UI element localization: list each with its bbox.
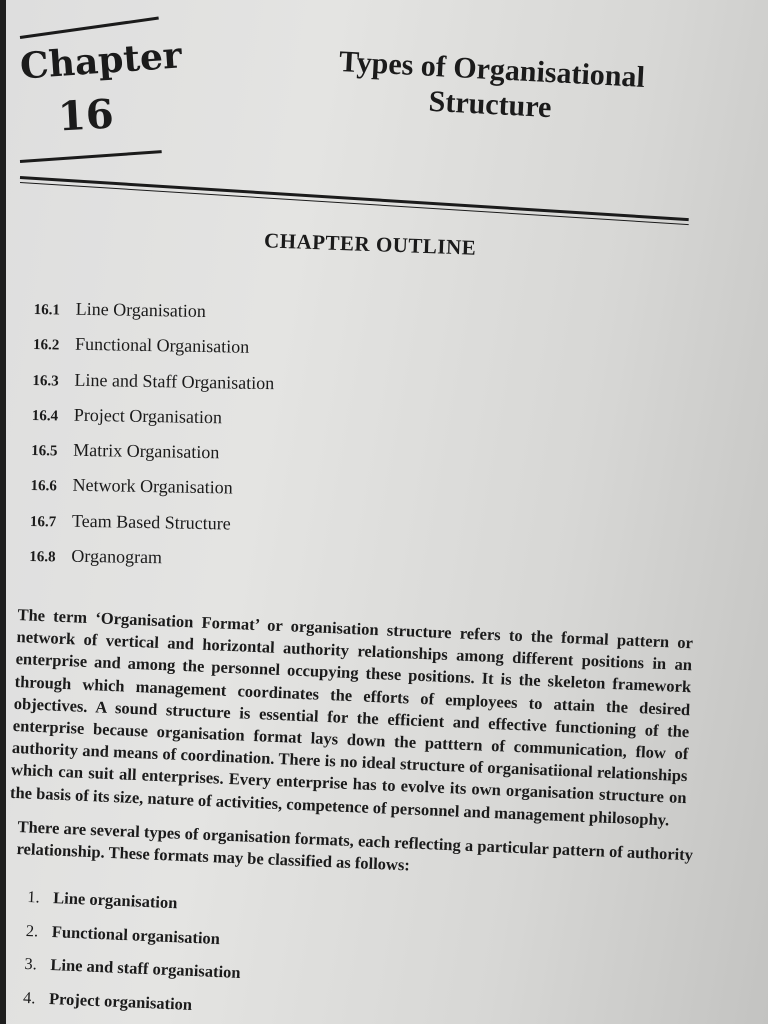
- chapter-rule-bottom: [20, 150, 162, 163]
- header-rule-2: [20, 182, 689, 225]
- chapter-title-line-2: Structure: [427, 85, 553, 125]
- outline-item: [33, 327, 275, 367]
- format-item-number: 2.: [25, 920, 39, 940]
- chapter-title-line-1: Types of Organisational: [338, 45, 646, 95]
- intro-paragraph: The term ‘Organisation Format’ or organisation structure refers to the formal pattern or network of vertical and horizontal authority relationships among different positions in an enterprise and among the personnel occupying these positions. It is the skeleton framework through which management coordinates the efforts of employees to attain the desired objectives. A sound structure is essential for the efficient and effective functioning of the enterprise because organisation format lays down the patttern of communication, flow of authority and means of coordination. There is no ideal structure of organisatiional relationships which can suit all enterprises. Every enterprise has to evolve its own organisation structure on the basis of its size, nature of activities, competence of personnel and management philosophy.: [9, 604, 694, 830]
- outline-item: [33, 292, 275, 332]
- outline-item-number: 16.2: [32, 337, 60, 354]
- outline-item-number: 16.3: [32, 372, 59, 390]
- outline-item-text: Functional Organisation: [74, 334, 250, 358]
- book-page: [6, 0, 768, 1024]
- chapter-rule-top: [20, 17, 159, 39]
- format-item-text: Line organisation: [52, 888, 178, 913]
- chapter-label: Chapter: [18, 34, 184, 88]
- outline-item-text: Project Organisation: [73, 404, 223, 428]
- chapter-number: 16: [56, 90, 115, 141]
- format-item-number: 3.: [24, 953, 38, 974]
- chapter-title: [304, 42, 677, 132]
- outline-item-text: Line Organisation: [75, 298, 207, 322]
- outline-item-text: Line and Staff Organisation: [74, 369, 275, 393]
- outline-item: [32, 398, 274, 438]
- outline-item: [29, 539, 271, 579]
- format-item-text: Line and staff organisation: [50, 955, 241, 982]
- header-rule-1: [20, 176, 689, 221]
- outline-item-number: 16.7: [29, 513, 57, 531]
- outline-item-text: Team Based Structure: [71, 510, 231, 534]
- chapter-outline-list: [29, 292, 276, 579]
- outline-item-text: Matrix Organisation: [73, 439, 220, 463]
- outline-item-number: 16.4: [31, 407, 59, 425]
- chapter-outline-heading: CHAPTER OUTLINE: [263, 228, 477, 260]
- format-item-text: Functional organisation: [51, 921, 221, 948]
- formats-list: [22, 880, 244, 1023]
- outline-item: [31, 433, 273, 473]
- format-item-number: 4.: [22, 987, 36, 1007]
- outline-item: [30, 468, 272, 508]
- outline-item-number: 16.5: [31, 443, 58, 460]
- outline-item-text: Network Organisation: [72, 475, 233, 498]
- outline-item: [30, 504, 272, 544]
- format-item-text: Project organisation: [48, 988, 193, 1014]
- outline-item-text: Organogram: [71, 545, 163, 568]
- formats-paragraph: There are several types of organisation formats, each reflecting a particular pattern of authority relationship. These formats may be classified as follows:: [16, 816, 694, 875]
- outline-item: [32, 363, 274, 403]
- outline-item-number: 16.8: [29, 549, 56, 566]
- outline-item-number: 16.1: [33, 301, 61, 319]
- outline-item-number: 16.6: [30, 478, 57, 495]
- format-item-number: 1.: [26, 886, 41, 907]
